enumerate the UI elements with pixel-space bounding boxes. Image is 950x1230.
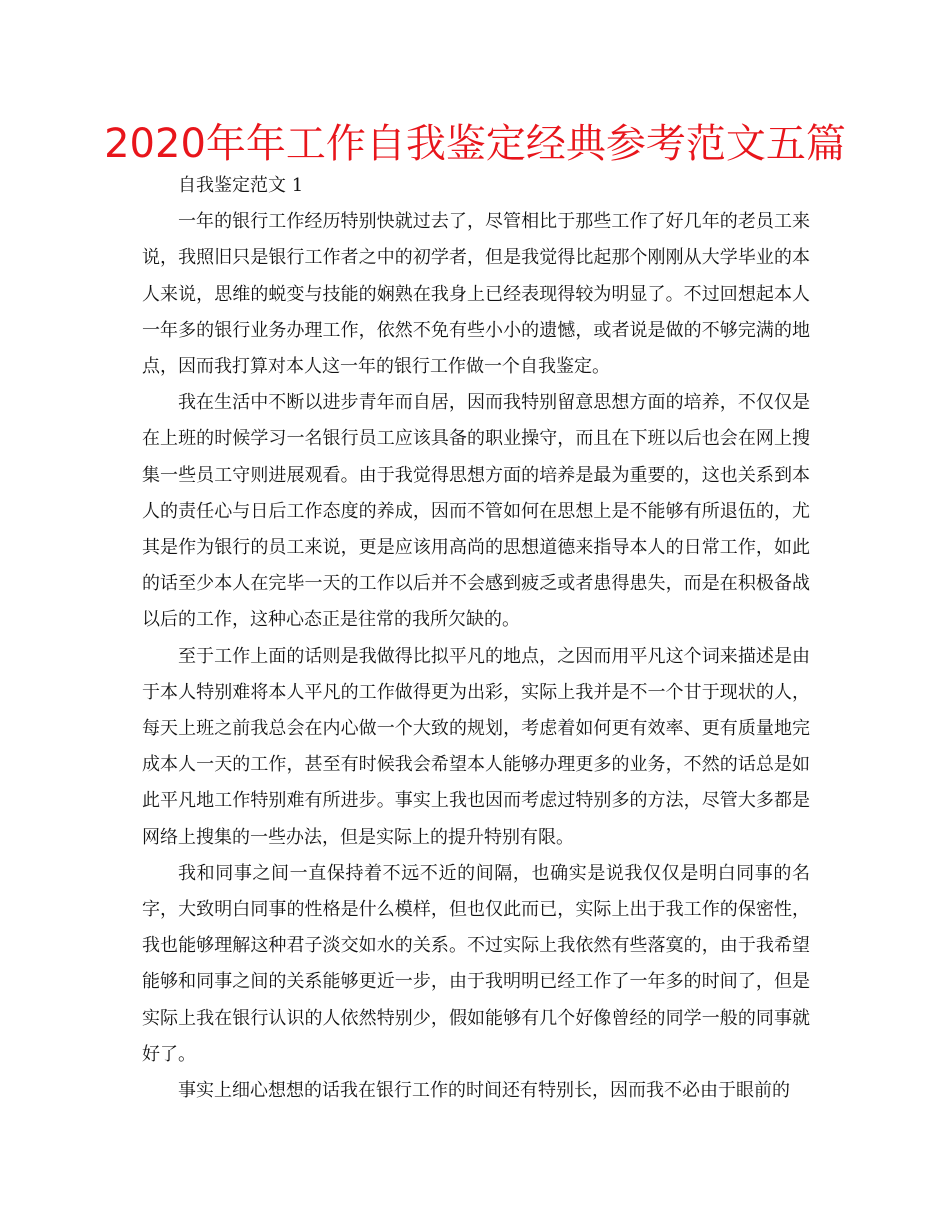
document-title: 2020年年工作自我鉴定经典参考范文五篇: [104, 121, 846, 167]
paragraph-3: 至于工作上面的话则是我做得比拟平凡的地点，之因而用平凡这个词来描述是由于本人特别难将本人平凡的工作做得更为出彩，实际上我并是不一个甘于现状的人，每天上班之前我总会在内心做一个大致的规划，考虑着如何更有效率、更有质量地完成本人一天的工作，甚至有时候我会希望本人能够办理更多的业务，不然的话总是如此平凡地工作特别难有所进步。事实上我也因而考虑过特别多的方法，尽管大多都是网络上搜集的一些办法，但是实际上的提升特别有限。: [142, 645, 810, 848]
paragraph-5: 事实上细心想想的话我在银行工作的时间还有特别长，因而我不必由于眼前的: [178, 1080, 790, 1102]
paragraph-4: 我和同事之间一直保持着不远不近的间隔，也确实是说我仅仅是明白同事的名字，大致明白同事的性格是什么模样，但也仅此而已，实际上出于我工作的保密性，我也能够理解这种君子淡交如水的关系。不过实际上我依然有些落寞的，由于我希望能够和同事之间的关系能够更近一步，由于我明明已经工作了一年多的时间了，但是实际上我在银行认识的人依然特别少，假如能够有几个好像曾经的同学一般的同事就好了。: [142, 862, 810, 1065]
paragraph-1: 一年的银行工作经历特别快就过去了，尽管相比于那些工作了好几年的老员工来说，我照旧只是银行工作者之中的初学者，但是我觉得比起那个刚刚从大学毕业的本人来说，思维的蜕变与技能的娴熟在我身上已经表现得较为明显了。不过回想起本人一年多的银行业务办理工作，依然不免有些小小的遗憾，或者说是做的不够完满的地点，因而我打算对本人这一年的银行工作做一个自我鉴定。: [142, 211, 810, 378]
paragraph-2: 我在生活中不断以进步青年而自居，因而我特别留意思想方面的培养，不仅仅是在上班的时候学习一名银行员工应该具备的职业操守，而且在下班以后也会在网上搜集一些员工守则进展观看。由于我觉得思想方面的培养是最为重要的，这也关系到本人的责任心与日后工作态度的养成，因而不管如何在思想上是不能够有所退伍的，尤其是作为银行的员工来说，更是应该用高尚的思想道德来指导本人的日常工作，如此的话至少本人在完毕一天的工作以后并不会感到疲乏或者患得患失，而是在积极备战以后的工作，这种心态正是往常的我所欠缺的。: [142, 392, 810, 631]
document-body: [142, 168, 810, 1109]
section-heading: 自我鉴定范文 1: [178, 175, 304, 196]
